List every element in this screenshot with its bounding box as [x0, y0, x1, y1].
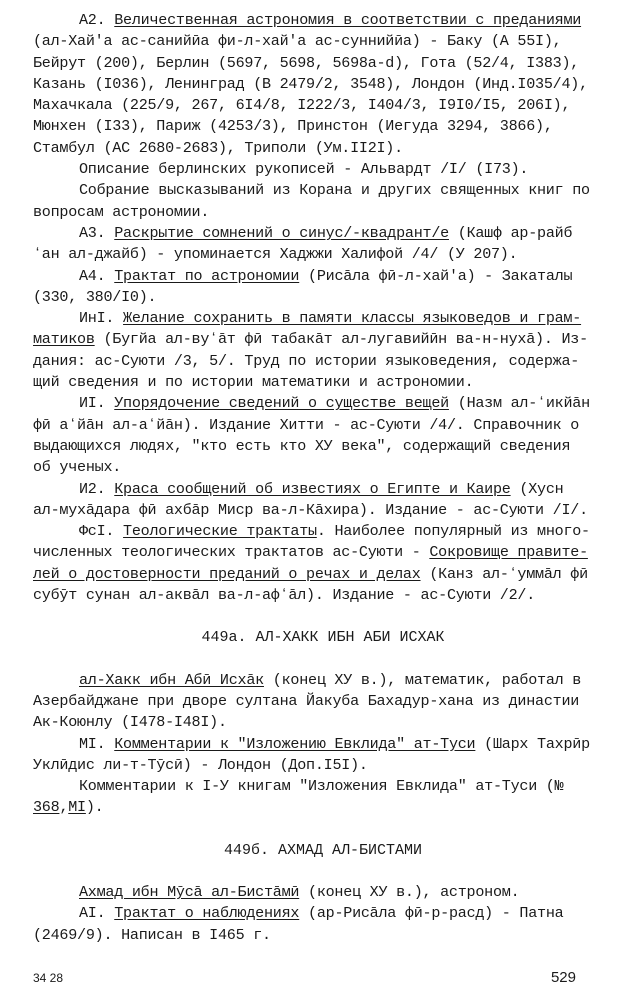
document-page: [33, 10, 593, 946]
entry-in1-line-1: [33, 308, 593, 329]
entry-i1-line-2: фӣ аʻйāн ал-аʻйāн). Издание Хитти - ас-Суюти /4/. Справочник о: [33, 415, 580, 434]
entry-a1-line-2: (2469/9). Написан в I465 г.: [33, 925, 271, 944]
entry-title: Трактат о наблюдениях: [114, 904, 300, 923]
entry-m1-line-1: [33, 734, 593, 755]
section-449b-intro: [33, 882, 593, 903]
entry-title: Раскрытие сомнений о синус/-квадрант/е: [114, 223, 449, 242]
entry-a2-line-9: Собрание высказываний из Корана и других священных книг по: [79, 181, 590, 200]
section-449a-line-2: Азербайджане при дворе султана Йакуба Бахадур-хана из династии: [33, 691, 580, 710]
page-number: 529: [550, 969, 576, 986]
entry-title: Желание сохранить в памяти классы языковедов и грам-: [123, 309, 582, 328]
entry-title-continued: матиков: [33, 330, 95, 349]
entry-title: Комментарии к "Изложению Евклида" ат-Туси: [114, 734, 476, 753]
commentary-line-1: Комментарии к I-У книгам "Изложения Евклида" ат-Туси (№: [79, 777, 564, 796]
entry-fs1-line-1: [33, 521, 593, 542]
entry-a2-line-7: Стамбул (АС 2680-2683), Триполи (Ум.II2I).: [33, 138, 403, 157]
entry-a2-line-4: Казань (I036), Ленинград (В 2479/2, 3548), Лондон (Инд.I035/4),: [33, 74, 588, 93]
entry-text: (Шарх Тахрӣр: [475, 734, 590, 753]
entry-i1-line-3: выдающихся людях, "кто есть кто ХУ века", содержащий сведения: [33, 436, 571, 455]
entry-text: (конец ХУ в.), астроном.: [299, 882, 520, 901]
cross-reference: МI: [68, 798, 86, 817]
commentary-line-2: [33, 797, 593, 818]
author-name: Ахмад ибн Мӯсā ал-Бистāмӣ: [79, 882, 300, 901]
entry-in1-line-2: [33, 329, 593, 350]
entry-in1-line-3: дания: ас-Суюти /3, 5/. Труд по истории языковедения, содержа-: [33, 351, 580, 370]
entry-number: А2.: [79, 11, 106, 29]
entry-text: (конец ХУ в.), математик, работал в: [263, 670, 582, 689]
entry-a4-line-2: (330, 380/I0).: [33, 287, 157, 306]
entry-a2-line-3: Бейрут (200), Берлин (5697, 5698, 5698a-d), Гота (52/4, I383),: [33, 53, 580, 72]
entry-i1-line-1: [33, 393, 593, 414]
entry-number: А3.: [79, 223, 106, 242]
entry-text: (Бугйа ал-вуʻāт фӣ табакāт ал-лугавийӣн ва-н-нухā). Из-: [94, 330, 588, 349]
footer-code: 34 28: [33, 971, 64, 985]
entry-in1-line-4: щий сведения и по истории математики и астрономии.: [33, 373, 474, 392]
entry-title: Величественная астрономия в соответствии с преданиями: [114, 11, 582, 29]
entry-text: . Наиболее популярный из много-: [316, 522, 590, 541]
section-449a-intro: [33, 670, 593, 691]
entry-text: численных теологических трактатов ас-Суюти -: [33, 543, 430, 562]
entry-a2-line-10: вопросам астрономии.: [33, 202, 210, 221]
entry-i1-line-4: об ученых.: [33, 458, 122, 477]
entry-a2-line-6: Мюнхен (I33), Париж (4253/3), Принстон (Иегуда 3294, 3866),: [33, 117, 553, 136]
cross-reference: 368: [33, 798, 60, 817]
entry-title: Теологические трактаты: [123, 522, 317, 541]
entry-number: ФсI.: [79, 522, 115, 541]
entry-number: А4.: [79, 266, 106, 285]
entry-text: (Рисāла фӣ-л-хай'а) - Закаталы: [299, 266, 573, 285]
separator: ,: [59, 798, 69, 817]
entry-number: ИнI.: [79, 309, 115, 328]
entry-i2-line-1: [33, 479, 593, 500]
entry-a1-line-1: [33, 903, 593, 924]
entry-number: И2.: [79, 479, 106, 498]
entry-a2-line-1: [33, 10, 593, 31]
entry-a2-line-5: Махачкала (225/9, 267, 6I4/8, I222/3, I404/3, I9I0/I5, 206I),: [33, 96, 571, 115]
entry-title-continued: лей о достоверности преданий о речах и делах: [33, 564, 421, 583]
entry-a3-line-2: ʻан ал-джайб) - упоминается Хаджжи Халифой /4/ (У 207).: [33, 245, 518, 264]
entry-title: Трактат по астрономии: [114, 266, 300, 285]
section-heading-449b: 449б. АХМАД АЛ-БИСТАМИ: [223, 841, 423, 859]
entry-m1-line-2: Уклӣдис ли-т-Тӯсӣ) - Лондон (Доп.I5I).: [33, 755, 368, 774]
entry-number: ИI.: [79, 394, 106, 413]
entry-a3-line-1: [33, 223, 593, 244]
entry-text: (ар-Рисāла фӣ-р-расд) - Патна: [299, 904, 564, 923]
entry-text: ).: [85, 798, 104, 817]
author-name: ал-Хакк ибн Абӣ Исхāк: [79, 670, 264, 689]
entry-text: (Назм ал-ʻикйāн: [448, 394, 590, 413]
section-449a-line-3: Ак-Коюнлу (I478-I48I).: [33, 713, 227, 732]
entry-number: МI.: [79, 734, 106, 753]
entry-a4-line-1: [33, 266, 593, 287]
entry-text: (Канз ал-ʻуммāл фӣ: [420, 564, 588, 583]
entry-fs1-line-4: субӯт сунан ал-аквāл ва-л-афʻāл). Издание - ас-Суюти /2/.: [33, 586, 536, 605]
entry-title: Сокровище правите-: [429, 543, 588, 562]
entry-fs1-line-2: [33, 542, 593, 563]
entry-number: АI.: [79, 904, 106, 923]
entry-i2-line-2: ал-мухāдара фӣ ахбāр Миср ва-л-Кāхира). Издание - ас-Суюти /I/.: [33, 500, 588, 519]
entry-title: Упорядочение сведений о существе вещей: [114, 394, 449, 413]
entry-a2-line-2: (ал-Хай'а ас-санийӣа фи-л-хай'а ас-суннийӣа) - Баку (А 55I),: [33, 32, 562, 51]
entry-a2-line-8: Описание берлинских рукописей - Альвардт /I/ (I73).: [79, 160, 529, 179]
entry-text: (Кашф ар-райб: [448, 223, 573, 242]
section-heading-449a: 449а. АЛ-ХАКК ИБН АБИ ИСХАК: [201, 629, 445, 647]
entry-fs1-line-3: [33, 564, 593, 585]
entry-title: Краса сообщений об известиях о Египте и Каире: [114, 479, 511, 498]
entry-text: (Хусн: [510, 479, 564, 498]
